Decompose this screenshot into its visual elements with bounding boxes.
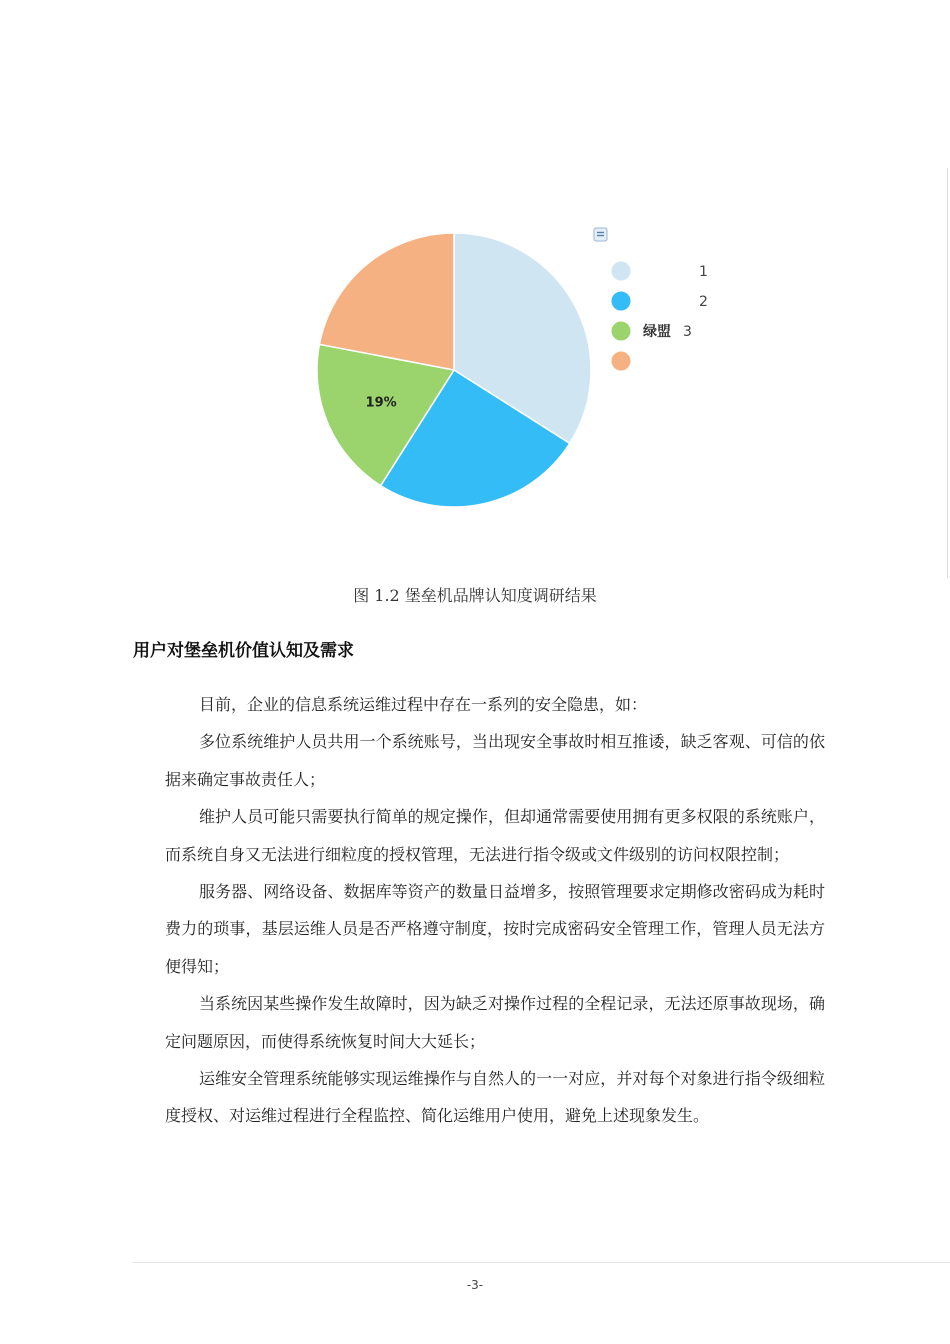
legend-index-label: 3 bbox=[683, 324, 692, 340]
legend-swatch bbox=[611, 351, 631, 371]
paragraph: 运维安全管理系统能够实现运维操作与自然人的一一对应，并对每个对象进行指令级细粒度授权、对运维过程进行全程监控、简化运维用户使用，避免上述现象发生。 bbox=[165, 1069, 825, 1126]
page-number: -3- bbox=[466, 1278, 484, 1292]
paragraph: 目前，企业的信息系统运维过程中存在一系列的安全隐患，如： bbox=[199, 695, 648, 714]
legend-index-label: 2 bbox=[699, 294, 708, 310]
legend-index-label: 1 bbox=[699, 264, 708, 280]
footer-divider bbox=[133, 1262, 950, 1263]
paragraph: 维护人员可能只需要执行简单的规定操作，但却通常需要使用拥有更多权限的系统账户，而系统自身又无法进行细粒度的授权管理，无法进行指令级或文件级别的访问权限控制； bbox=[165, 807, 825, 864]
paragraph: 服务器、网络设备、数据库等资产的数量日益增多，按照管理要求定期修改密码成为耗时费力的琐事，基层运维人员是否严格遵守制度，按时完成密码安全管理工作，管理人员无法方便得知； bbox=[165, 882, 825, 976]
page-edge-divider bbox=[947, 168, 948, 578]
figure-caption: 图 1.2 堡垒机品牌认知度调研结果 bbox=[353, 586, 597, 605]
legend-swatch bbox=[611, 321, 631, 341]
pie-slice-labels bbox=[366, 396, 397, 411]
body-text bbox=[165, 686, 825, 1135]
pie-slices bbox=[317, 233, 591, 507]
legend-series-name: 绿盟 bbox=[643, 324, 671, 340]
section-heading: 用户对堡垒机价值认知及需求 bbox=[133, 641, 354, 661]
pie-slice-label: 19% bbox=[365, 395, 397, 411]
legend-swatch bbox=[611, 261, 631, 281]
chart-legend bbox=[594, 228, 708, 371]
legend-swatch bbox=[611, 291, 631, 311]
legend-items bbox=[611, 261, 708, 371]
paragraph: 多位系统维护人员共用一个系统账号，当出现安全事故时相互推诿，缺乏客观、可信的依据来确定事故责任人； bbox=[165, 732, 825, 789]
brand-awareness-pie-chart bbox=[300, 215, 760, 545]
menu-icon[interactable] bbox=[594, 228, 607, 241]
paragraph: 当系统因某些操作发生故障时，因为缺乏对操作过程的全程记录，无法还原事故现场，确定问题原因，而使得系统恢复时间大大延长； bbox=[165, 994, 825, 1051]
